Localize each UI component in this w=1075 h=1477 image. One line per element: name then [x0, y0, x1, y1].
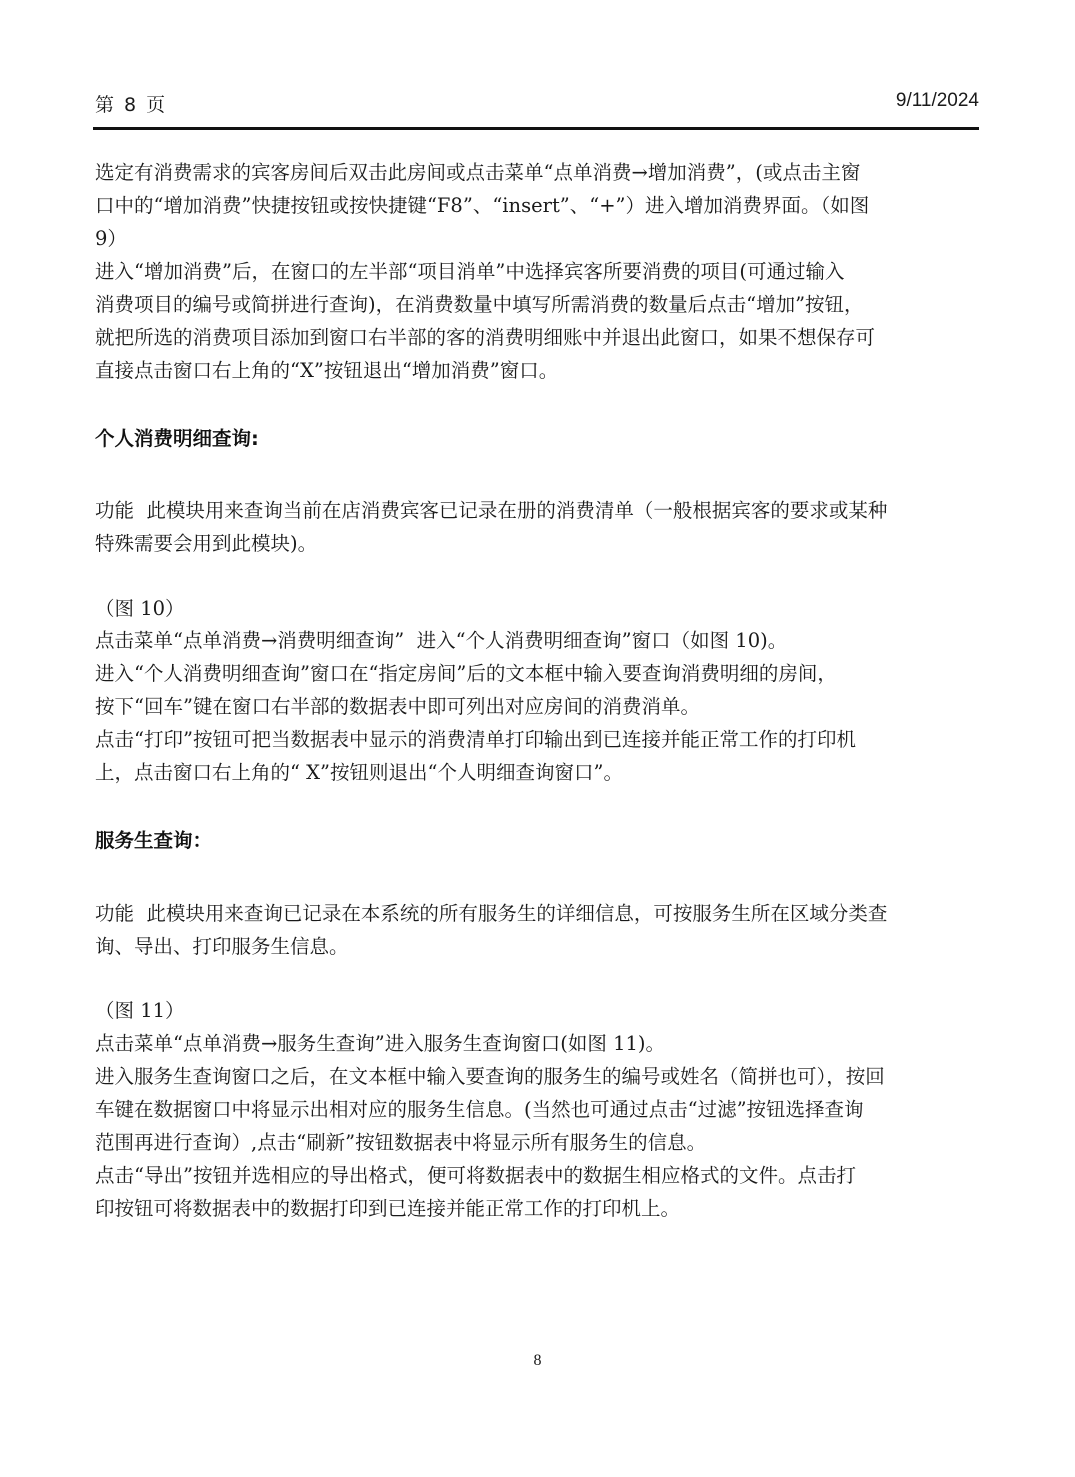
paragraph-line: 9） — [95, 227, 127, 250]
paragraph-line: 点击“导出”按钮并选相应的导出格式，便可将数据表中的数据生相应格式的文件。点击打 — [95, 1164, 856, 1187]
paragraph-line: 功能 此模块用来查询当前在店消费宾客已记录在册的消费清单（一般根据宾客的要求或某种 — [95, 499, 888, 522]
paragraph-line: 功能 此模块用来查询已记录在本系统的所有服务生的详细信息，可按服务生所在区域分类查 — [95, 902, 888, 925]
paragraph-line: 消费项目的编号或简拼进行查询)，在消费数量中填写所需消费的数量后点击“增加”按钮， — [95, 293, 864, 316]
personal-instruction-text — [95, 624, 979, 789]
paragraph-line: 进入“增加消费”后，在窗口的左半部“项目消单”中选择宾客所要消费的项目(可通过输入 — [95, 260, 845, 283]
paragraph-line: 上，点击窗口右上角的“ X”按钮则退出“个人明细查询窗口”。 — [95, 761, 623, 784]
paragraph-line: 按下“回车”键在窗口右半部的数据表中即可列出对应房间的消费消单。 — [95, 695, 700, 718]
section-heading-waiter: 服务生查询： — [95, 829, 213, 852]
personal-function-text — [95, 494, 979, 560]
add-consumption-text — [95, 156, 979, 387]
paragraph-line: 特殊需要会用到此模块)。 — [95, 532, 318, 555]
waiter-function-text — [95, 897, 979, 963]
paragraph-line: 就把所选的消费项目添加到窗口右半部的客的消费明细账中并退出此窗口，如果不想保存可 — [95, 326, 876, 349]
waiter-instruction-text — [95, 1027, 979, 1225]
paragraph-line: 选定有消费需求的宾客房间后双击此房间或点击菜单“点单消费→增加消费”，(或点击主窗 — [95, 161, 861, 184]
paragraph-line: 直接点击窗口右上角的“X”按钮退出“增加消费”窗口。 — [95, 359, 559, 382]
paragraph-line: 进入服务生查询窗口之后，在文本框中输入要查询的服务生的编号或姓名（简拼也可），按回 — [95, 1065, 885, 1088]
paragraph-line: 进入“个人消费明细查询”窗口在“指定房间”后的文本框中输入要查询消费明细的房间， — [95, 662, 837, 685]
page-label: 第 8 页 — [95, 94, 168, 116]
page-header — [95, 90, 979, 118]
figure-reference-11 — [95, 994, 979, 1027]
paragraph-line: 点击菜单“点单消费→消费明细查询” 进入“个人消费明细查询”窗口（如图 10)。 — [95, 629, 788, 652]
paragraph-line: 点击“打印”按钮可把当数据表中显示的消费清单打印输出到已连接并能正常工作的打印机 — [95, 728, 856, 751]
figure-ref-text: （图 10） — [95, 597, 185, 620]
page-number: 8 — [533, 1352, 542, 1369]
header-date: 9/11/2024 — [895, 90, 979, 111]
figure-ref-text: （图 11） — [95, 999, 185, 1022]
section-heading-personal: 个人消费明细查询: — [95, 427, 259, 450]
figure-reference-10 — [95, 592, 979, 625]
paragraph-line: 口中的“增加消费”快捷按钮或按快捷键“F8”、“insert”、“+”）进入增加消费界面。（如图 — [95, 194, 870, 217]
paragraph-line: 车键在数据窗口中将显示出相对应的服务生信息。(当然也可通过点击“过滤”按钮选择查询 — [95, 1098, 864, 1121]
paragraph-line: 范围再进行查询）,点击“刷新”按钮数据表中将显示所有服务生的信息。 — [95, 1131, 707, 1154]
paragraph-line: 询、导出、打印服务生信息。 — [95, 935, 349, 958]
paragraph-line: 点击菜单“点单消费→服务生查询”进入服务生查询窗口(如图 11)。 — [95, 1032, 666, 1055]
paragraph-line: 印按钮可将数据表中的数据打印到已连接并能正常工作的打印机上。 — [95, 1197, 681, 1220]
header-divider — [93, 127, 979, 130]
